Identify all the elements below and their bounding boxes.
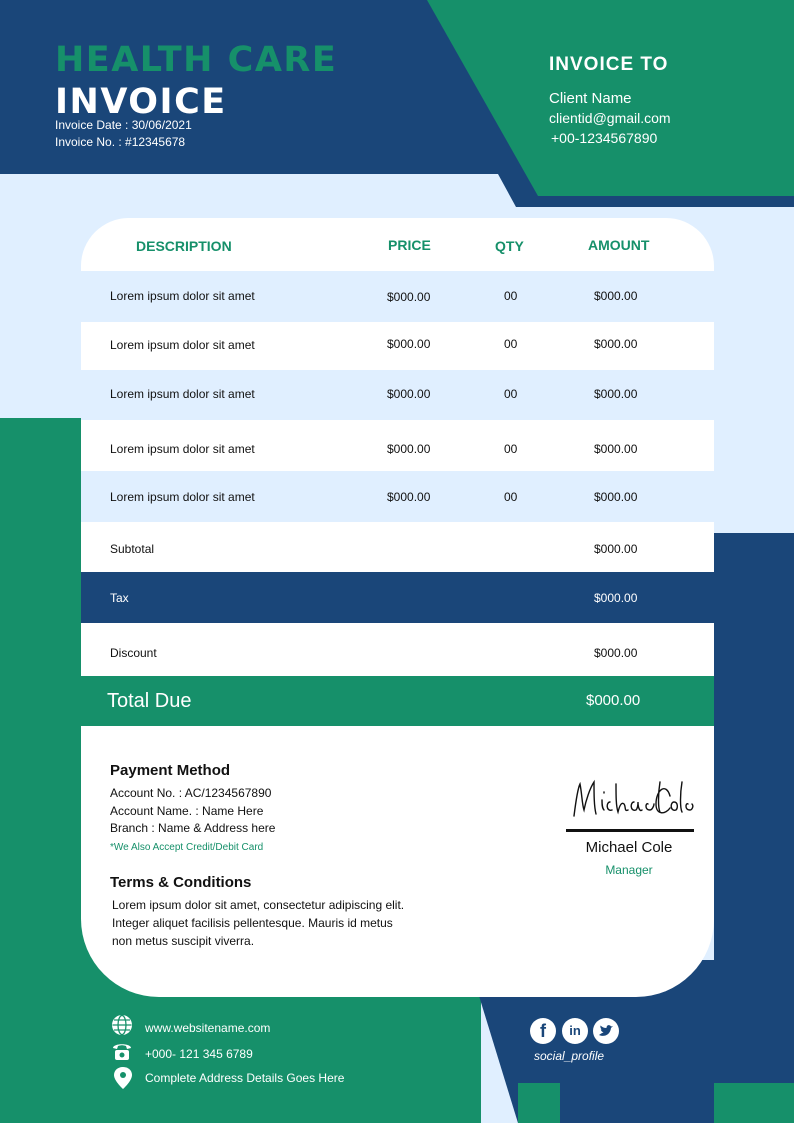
header-price: PRICE	[388, 237, 431, 253]
subtotal-value: $000.00	[594, 542, 638, 556]
row-price: $000.00	[387, 337, 431, 351]
footer-phone: +000- 121 345 6789	[145, 1047, 253, 1061]
tax-value: $000.00	[594, 591, 638, 605]
globe-icon	[111, 1014, 133, 1036]
row-price: $000.00	[387, 387, 431, 401]
table-row	[81, 471, 714, 522]
row-qty: 00	[504, 490, 518, 504]
linkedin-icon[interactable]: in	[562, 1018, 588, 1044]
row-qty: 00	[504, 289, 518, 303]
twitter-icon[interactable]	[593, 1018, 619, 1044]
total-due-value: $000.00	[586, 692, 641, 709]
header-amount: AMOUNT	[588, 237, 650, 253]
invoice-date: Invoice Date : 30/06/2021	[55, 118, 192, 132]
row-description: Lorem ipsum dolor sit amet	[110, 338, 255, 352]
footer-address: Complete Address Details Goes Here	[145, 1071, 345, 1085]
signature-image	[566, 770, 696, 836]
row-description: Lorem ipsum dolor sit amet	[110, 442, 255, 456]
tax-row	[81, 572, 714, 623]
row-qty: 00	[504, 442, 518, 456]
row-amount: $000.00	[594, 442, 638, 456]
row-qty: 00	[504, 337, 518, 351]
branch: Branch : Name & Address here	[110, 821, 276, 835]
payment-method-title: Payment Method	[110, 762, 231, 779]
row-amount: $000.00	[594, 337, 638, 351]
title-health-care: HEALTH CARE	[55, 40, 338, 80]
total-due-row	[81, 676, 714, 726]
row-amount: $000.00	[594, 289, 638, 303]
invoice-number: Invoice No. : #12345678	[55, 135, 186, 149]
tax-label: Tax	[110, 591, 129, 605]
subtotal-label: Subtotal	[110, 542, 155, 556]
row-description: Lorem ipsum dolor sit amet	[110, 490, 255, 504]
terms-body: Lorem ipsum dolor sit amet, consectetur adipiscing elit. Integer aliquet facilisis pellentesque. Mauris id metus non metus suscipit viverra.	[112, 898, 405, 948]
card-note: *We Also Accept Credit/Debit Card	[110, 842, 264, 853]
table-row	[81, 271, 714, 322]
client-email: clientid@gmail.com	[549, 110, 671, 126]
client-phone: +00-1234567890	[551, 130, 658, 146]
total-due-label: Total Due	[107, 690, 192, 712]
telephone-icon	[111, 1040, 133, 1062]
facebook-icon[interactable]: f	[530, 1018, 556, 1044]
footer-website: www.websitename.com	[145, 1021, 271, 1035]
discount-label: Discount	[110, 646, 157, 660]
invoice-to-label: INVOICE TO	[549, 54, 669, 75]
account-name: Account Name. : Name Here	[110, 804, 264, 818]
terms-title: Terms & Conditions	[110, 874, 252, 891]
account-number: Account No. : AC/1234567890	[110, 786, 272, 800]
signer-name: Michael Cole	[585, 839, 673, 856]
table-header	[81, 218, 714, 271]
header-qty: QTY	[495, 238, 524, 254]
client-name: Client Name	[549, 90, 632, 107]
row-qty: 00	[504, 387, 518, 401]
row-description: Lorem ipsum dolor sit amet	[110, 387, 255, 401]
location-pin-icon	[113, 1066, 133, 1090]
row-description: Lorem ipsum dolor sit amet	[110, 289, 255, 303]
row-amount: $000.00	[594, 490, 638, 504]
table-row	[81, 420, 714, 471]
header-description: DESCRIPTION	[136, 238, 232, 254]
row-amount: $000.00	[594, 387, 638, 401]
title-invoice: INVOICE	[55, 82, 227, 122]
discount-value: $000.00	[594, 646, 638, 660]
table-row	[81, 370, 714, 420]
table-row	[81, 322, 714, 370]
subtotal-row	[81, 522, 714, 572]
discount-row	[81, 623, 714, 676]
signer-role: Manager	[605, 863, 653, 877]
row-price: $000.00	[387, 490, 431, 504]
row-price: $000.00	[387, 442, 431, 456]
social-profile-label: social_profile	[534, 1049, 605, 1063]
row-price: $000.00	[387, 290, 431, 304]
